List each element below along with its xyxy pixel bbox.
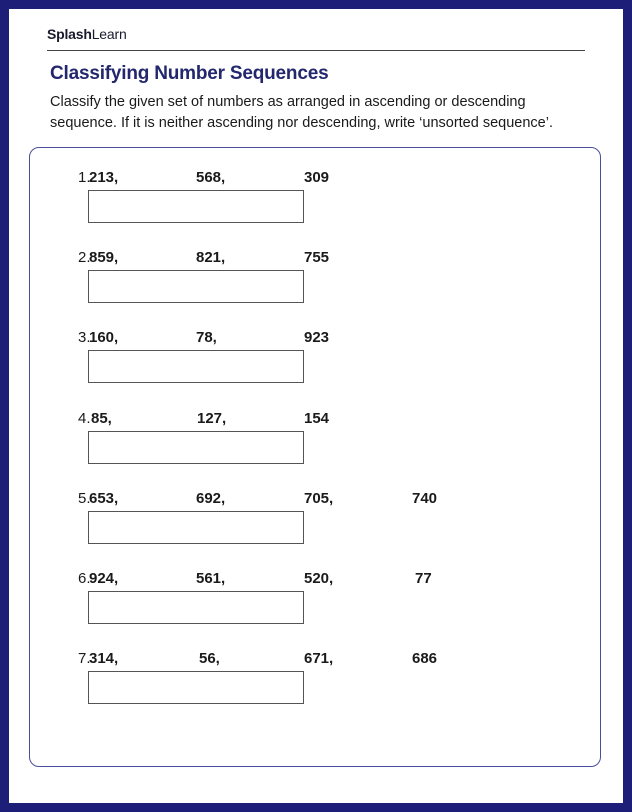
answer-box[interactable] (88, 190, 304, 223)
answer-box[interactable] (88, 270, 304, 303)
sequence-value: 154 (304, 410, 330, 427)
sequence-value: 56, (199, 650, 220, 667)
answer-box[interactable] (88, 511, 304, 544)
sequence-value: 78, (196, 329, 217, 346)
sequence-value: 821, (196, 249, 226, 266)
sequence-value: 692, (196, 490, 226, 507)
answer-box[interactable] (88, 671, 304, 704)
problem-number: 4. (78, 410, 91, 427)
sequence-value: 85, (91, 410, 112, 427)
brand-logo-bold: Splash (47, 26, 92, 42)
problem-number: 3. (78, 329, 91, 346)
answer-box[interactable] (88, 591, 304, 624)
answer-box[interactable] (88, 350, 304, 383)
sequence-value: 923 (304, 329, 330, 346)
sequence-value: 127, (197, 410, 227, 427)
sequence-value: 671, (304, 650, 334, 667)
problem-number: 6. (78, 570, 91, 587)
brand-logo (47, 26, 127, 42)
sequence-value: 561, (196, 570, 226, 587)
sequence-value: 859, (89, 249, 119, 266)
instructions-text: Classify the given set of numbers as arranged in ascending or descending sequence. If it is neither ascending nor descending, write ‘unsorted sequence’. (50, 94, 553, 131)
header-divider (47, 50, 585, 51)
sequence-value: 213, (89, 169, 119, 186)
brand-logo-light: Learn (91, 26, 127, 42)
sequence-value: 705, (304, 490, 334, 507)
worksheet-title: Classifying Number Sequences (50, 63, 329, 84)
worksheet-page (9, 9, 623, 803)
sequence-value: 568, (196, 169, 226, 186)
sequence-value: 314, (89, 650, 119, 667)
problems-panel (29, 147, 601, 767)
problem-number: 2. (78, 249, 91, 266)
problem-number: 7. (78, 650, 91, 667)
sequence-value: 309 (304, 169, 330, 186)
answer-box[interactable] (88, 431, 304, 464)
sequence-value: 924, (89, 570, 119, 587)
sequence-value: 740 (412, 490, 438, 507)
problem-number: 1. (78, 169, 91, 186)
sequence-value: 520, (304, 570, 334, 587)
sequence-value: 160, (89, 329, 119, 346)
sequence-value: 77 (415, 570, 432, 587)
sequence-value: 755 (304, 249, 330, 266)
sequence-value: 686 (412, 650, 438, 667)
sequence-value: 653, (89, 490, 119, 507)
problem-number: 5. (78, 490, 91, 507)
